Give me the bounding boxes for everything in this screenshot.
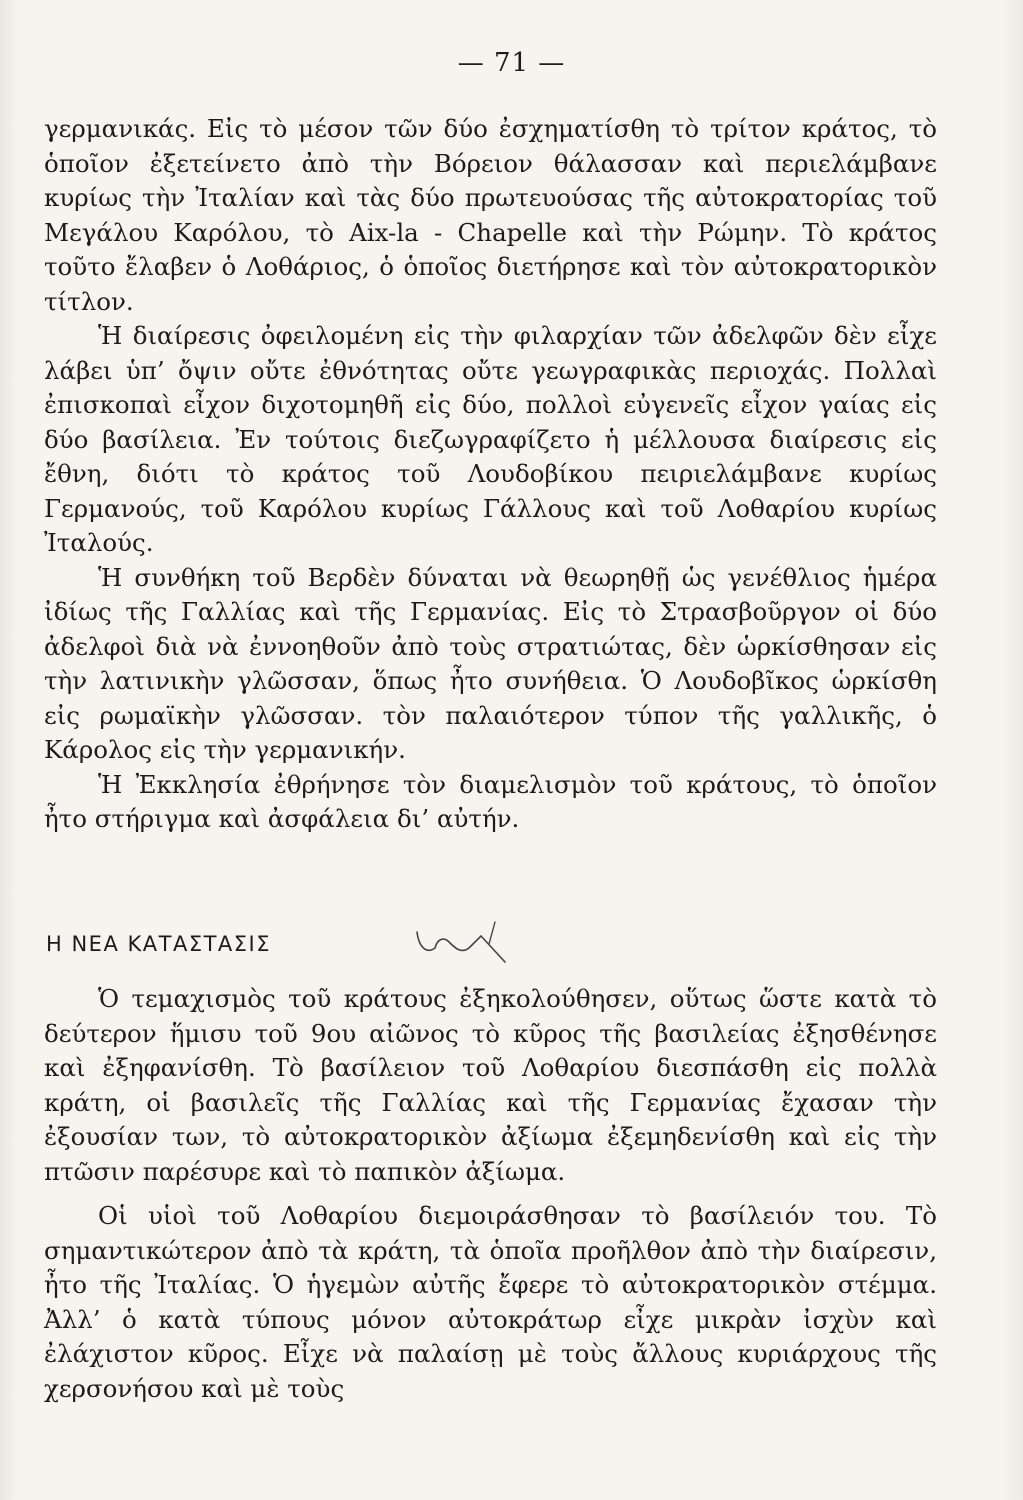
text-section-top (44, 112, 937, 837)
paragraph: γερμανικάς. Εἰς τὸ μέσον τῶν δύο ἐσχηματίσθη τὸ τρίτον κράτος, τὸ ὁποῖον ἐξετείνετο ἀπὸ τὴν Βόρειον θάλασσαν καὶ περιελάμβανε κυρίως τὴν Ἰταλίαν καὶ τὰς δύο πρωτευούσας τῆς αὐτοκρατορίας τοῦ Μεγάλου Καρόλου, τὸ Aix-la - Chapelle καὶ τὴν Ρώμην. Τὸ κράτος τοῦτο ἔλαβεν ὁ Λοθάριος, ὁ ὁποῖος διετήρησε καὶ τὸν αὐτοκρατορικὸν τίτλον. (44, 114, 937, 316)
section-heading-row (44, 928, 644, 968)
text-section-bottom (44, 982, 937, 1406)
paragraph: Οἱ υἱοὶ τοῦ Λοθαρίου διεμοιράσθησαν τὸ βασίλειόν του. Τὸ σημαντικώτερον ἀπὸ τὰ κράτη, τὰ ὁποῖα προῆλθον ἀπὸ τὴν διαίρεσιν, ἦτο τῆς Ἰταλίας. Ὁ ἡγεμὼν αὐτῆς ἔφερε τὸ αὐτοκρατορικὸν στέμμα. Ἀλλ’ ὁ κατὰ τύπους μόνον αὐτοκράτωρ εἶχε μικρὰν ἰσχὺν καὶ ἐλάχιστον κῦρος. Εἶχε νὰ παλαίσῃ μὲ τοὺς ἄλλους κυριάρχους τῆς χερσονήσου καὶ μὲ τοὺς (44, 1201, 937, 1403)
page-number: — 71 — (457, 48, 566, 78)
paragraph: Ἡ συνθήκη τοῦ Βερδὲν δύναται νὰ θεωρηθῇ ὡς γενέθλιος ἡμέρα ἰδίως τῆς Γαλλίας καὶ τῆς Γερμανίας. Εἰς τὸ Στρασβοῦργον οἱ δύο ἀδελφοὶ διὰ νὰ ἐννοηθοῦν ἀπὸ τοὺς στρατιώτας, δὲν ὡρκίσθησαν εἰς τὴν λατινικὴν γλῶσσαν, ὅπως ἦτο συνήθεια. Ὁ Λουδοβῖκος ὡρκίσθη εἰς ρωμαϊκὴν γλῶσσαν. τὸν παλαιότερον τύπον τῆς γαλλικῆς, ὁ Κάρολος εἰς τὴν γερμανικήν. (44, 562, 937, 764)
handwritten-mark-icon (409, 918, 519, 970)
paragraph: Ἡ διαίρεσις ὀφειλομένη εἰς τὴν φιλαρχίαν τῶν ἀδελφῶν δὲν εἶχε λάβει ὑπ’ ὄψιν οὔτε ἐθνότητας οὔτε γεωγραφικὰς περιοχάς. Πολλαὶ ἐπισκοπαὶ εἶχον διχοτομηθῆ εἰς δύο, πολλοὶ εὐγενεῖς εἶχον γαίας εἰς δύο βασίλεια. Ἐν τούτοις διεζωγραφίζετο ἡ μέλλουσα διαίρεσις εἰς ἔθνη, διότι τὸ κράτος τοῦ Λουδοβίκου πειριελάμβανε κυρίως Γερμανούς, τοῦ Καρόλου κυρίως Γάλλους καὶ τοῦ Λοθαρίου κυρίως Ἰταλούς. (44, 321, 937, 557)
paragraph: Ἡ Ἐκκλησία ἐθρήνησε τὸν διαμελισμὸν τοῦ κράτους, τὸ ὁποῖον ἦτο στήριγμα καὶ ἀσφάλεια δι’ αὐτήν. (44, 769, 937, 833)
section-heading: Η ΝΕΑ ΚΑΤΑΣΤΑΣΙΣ (46, 932, 272, 956)
paragraph: Ὁ τεμαχισμὸς τοῦ κράτους ἐξηκολούθησεν, οὕτως ὥστε κατὰ τὸ δεύτερον ἥμισυ τοῦ 9ου αἰῶνος τὸ κῦρος τῆς βασιλείας ἐξησθένησε καὶ ἐξηφανίσθη. Τὸ βασίλειον τοῦ Λοθαρίου διεσπάσθη εἰς πολλὰ κράτη, οἱ βασιλεῖς τῆς Γαλλίας καὶ τῆς Γερμανίας ἔχασαν τὴν ἐξουσίαν των, τὸ αὐτοκρατορικὸν ἀξίωμα ἐξεμηδενίσθη καὶ εἰς τὴν πτῶσιν παρέσυρε καὶ τὸ παπικὸν ἀξίωμα. (44, 984, 937, 1186)
